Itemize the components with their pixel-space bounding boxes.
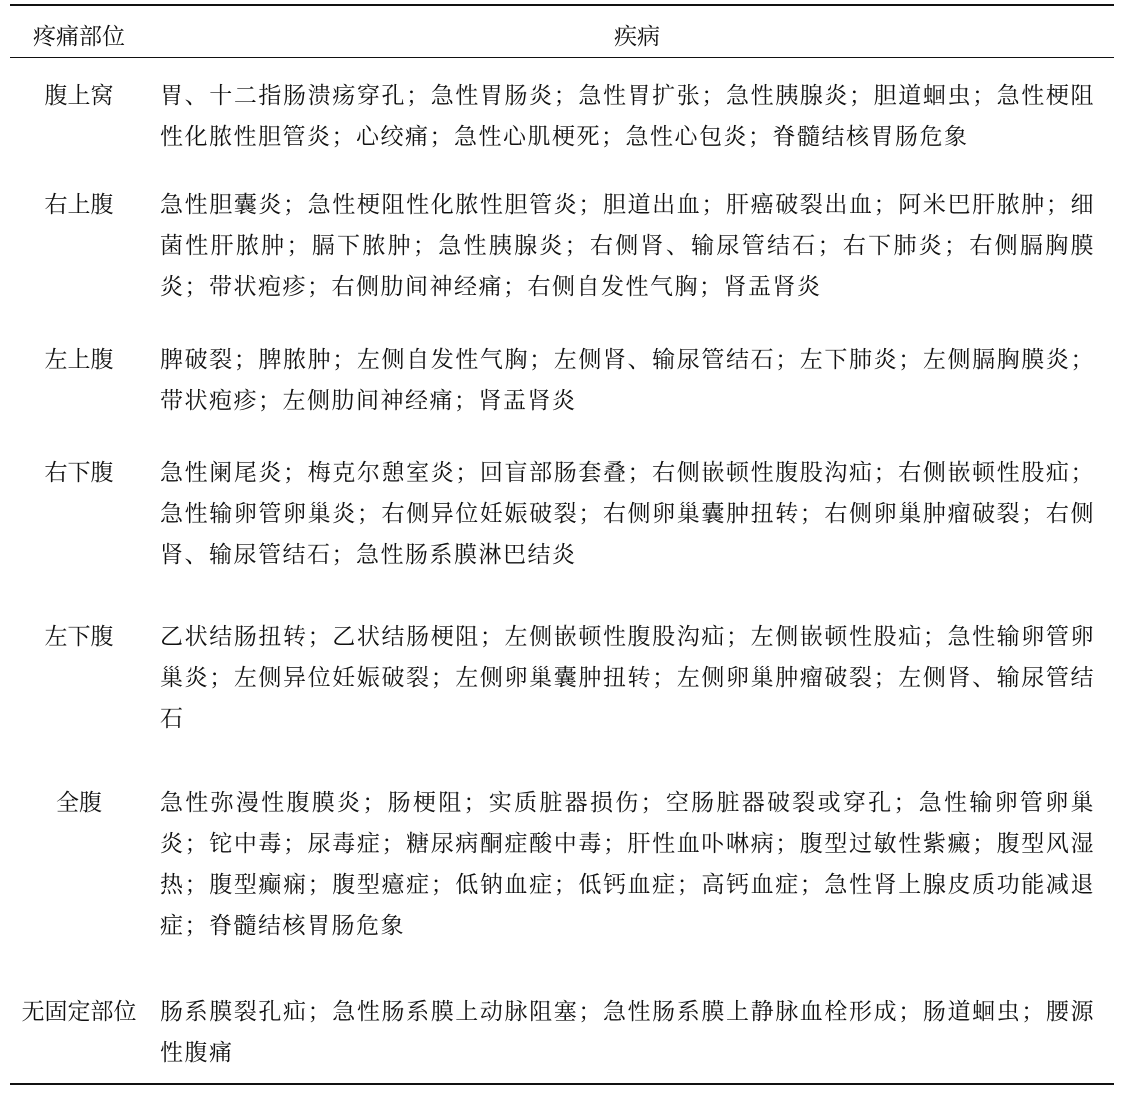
table-header-row — [10, 6, 1114, 57]
row-location: 左上腹 — [44, 347, 114, 373]
header-disease: 疾病 — [614, 24, 660, 50]
header-pain-location: 疼痛部位 — [33, 24, 125, 50]
table-bottom-rule — [10, 1083, 1114, 1085]
row-diseases: 急性胆囊炎；急性梗阻性化脓性胆管炎；胆道出血；肝癌破裂出血；阿米巴肝脓肿；细菌性肝脓肿；膈下脓肿；急性胰腺炎；右侧肾、输尿管结石；右下肺炎；右侧膈胸膜炎；带状疱疹；右侧肋间神经痛；右侧自发性气胸；肾盂肾炎 — [160, 192, 1095, 300]
row-location: 全腹 — [56, 790, 102, 816]
row-diseases: 脾破裂；脾脓肿；左侧自发性气胸；左侧肾、输尿管结石；左下肺炎；左侧膈胸膜炎；带状疱疹；左侧肋间神经痛；肾盂肾炎 — [160, 347, 1095, 414]
row-location: 左下腹 — [44, 624, 114, 650]
row-location: 右下腹 — [44, 460, 114, 486]
row-diseases: 乙状结肠扭转；乙状结肠梗阻；左侧嵌顿性腹股沟疝；左侧嵌顿性股疝；急性输卵管卵巢炎；左侧异位妊娠破裂；左侧卵巢囊肿扭转；左侧卵巢肿瘤破裂；左侧肾、输尿管结石 — [160, 624, 1095, 732]
row-diseases: 肠系膜裂孔疝；急性肠系膜上动脉阻塞；急性肠系膜上静脉血栓形成；肠道蛔虫；腰源性腹痛 — [160, 999, 1095, 1066]
row-diseases: 胃、十二指肠溃疡穿孔；急性胃肠炎；急性胃扩张；急性胰腺炎；胆道蛔虫；急性梗阻性化脓性胆管炎；心绞痛；急性心肌梗死；急性心包炎；脊髓结核胃肠危象 — [160, 83, 1095, 150]
pain-location-table — [10, 4, 1114, 1066]
row-location: 右上腹 — [44, 192, 114, 218]
row-diseases: 急性弥漫性腹膜炎；肠梗阻；实质脏器损伤；空肠脏器破裂或穿孔；急性输卵管卵巢炎；铊中毒；尿毒症；糖尿病酮症酸中毒；肝性血卟啉病；腹型过敏性紫癜；腹型风湿热；腹型癫痫；腹型癔症；低钠血症；低钙血症；高钙血症；急性肾上腺皮质功能减退症；脊髓结核胃肠危象 — [160, 790, 1095, 939]
row-diseases: 急性阑尾炎；梅克尔憩室炎；回盲部肠套叠；右侧嵌顿性腹股沟疝；右侧嵌顿性股疝；急性输卵管卵巢炎；右侧异位妊娠破裂；右侧卵巢囊肿扭转；右侧卵巢肿瘤破裂；右侧肾、输尿管结石；急性肠系膜淋巴结炎 — [160, 460, 1095, 568]
table-header-rule — [10, 57, 1114, 58]
row-location: 腹上窝 — [44, 83, 114, 109]
row-location: 无固定部位 — [21, 999, 137, 1025]
